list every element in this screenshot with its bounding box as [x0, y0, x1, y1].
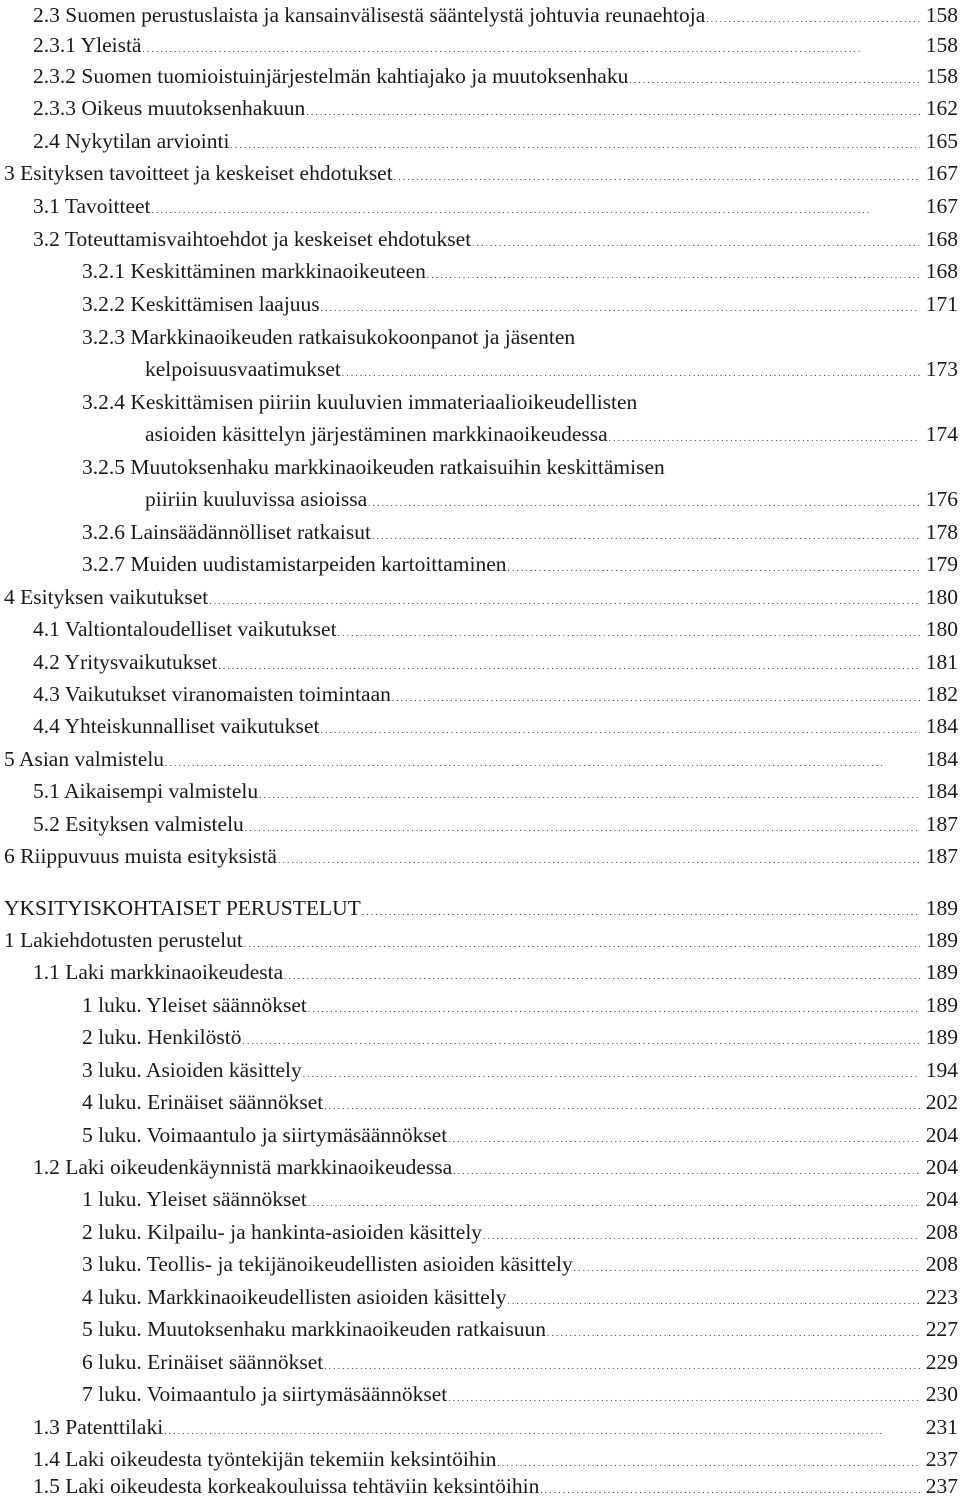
dot-leader	[242, 1022, 920, 1056]
toc-entry-label: 3.2.2 Keskittämisen laajuus	[82, 292, 320, 316]
toc-entry[interactable]	[0, 158, 958, 188]
toc-entry-page: 181	[925, 650, 958, 674]
toc-entry[interactable]	[0, 1022, 958, 1052]
toc-entry-page: 204	[925, 1155, 958, 1179]
toc-entry-label: 2 luku. Henkilöstö	[82, 1025, 242, 1049]
dot-leader	[284, 957, 920, 991]
toc-entry-page: 230	[925, 1382, 958, 1406]
toc-entry-page: 189	[925, 1025, 958, 1049]
toc-entry[interactable]	[0, 126, 958, 156]
toc-entry-page: 189	[925, 928, 958, 952]
toc-entry-page: 171	[925, 292, 958, 316]
dot-leader	[278, 841, 920, 875]
toc-entry[interactable]	[0, 289, 958, 319]
dot-leader	[508, 1282, 920, 1316]
toc-entry-page: 158	[925, 33, 958, 57]
toc-entry-page: 237	[925, 1474, 958, 1498]
toc-entry[interactable]	[0, 1055, 958, 1085]
toc-entry-label: 5.1 Aikaisempi valmistelu	[33, 779, 259, 803]
toc-entry-label: 5.2 Esityksen valmistelu	[33, 812, 244, 836]
toc-entry-page: 202	[925, 1090, 958, 1114]
toc-section-heading[interactable]	[0, 893, 958, 923]
toc-entry[interactable]	[0, 1471, 958, 1501]
dot-leader	[308, 1184, 920, 1218]
toc-entry-label: 5 luku. Voimaantulo ja siirtymäsäännökset	[82, 1123, 448, 1147]
toc-entry-page: 174	[925, 422, 958, 446]
dot-leader	[427, 256, 920, 290]
toc-entry-page: 194	[925, 1058, 958, 1082]
toc-entry[interactable]	[0, 925, 958, 955]
toc-entry-label: 3.2.6 Lainsäädännölliset ratkaisut	[82, 520, 371, 544]
toc-entry[interactable]	[0, 809, 958, 839]
toc-entry-label: 4 Esityksen vaikutukset	[4, 585, 209, 609]
dot-leader	[245, 809, 920, 843]
toc-entry[interactable]	[0, 93, 958, 123]
toc-entry-page: 182	[925, 682, 958, 706]
toc-entry-label: kelpoisuusvaatimukset	[145, 357, 341, 381]
toc-entry-label: 2 luku. Kilpailu- ja hankinta-asioiden käsittely	[82, 1220, 483, 1244]
toc-entry-label: 4 luku. Markkinaoikeudellisten asioiden käsittely	[82, 1285, 507, 1309]
dot-leader	[306, 93, 920, 127]
toc-entry-label: 3 Esityksen tavoitteet ja keskeiset ehdotukset	[4, 161, 393, 185]
dot-leader	[152, 191, 920, 225]
toc-entry-page: 167	[925, 194, 958, 218]
toc-entry[interactable]	[0, 256, 958, 286]
toc-entry[interactable]	[0, 1347, 958, 1377]
dot-leader	[321, 289, 920, 323]
toc-entry-label: 1.4 Laki oikeudesta työntekijän tekemiin keksintöihin	[33, 1447, 497, 1471]
toc-entry[interactable]	[0, 711, 958, 741]
toc-entry-page: 179	[925, 552, 958, 576]
toc-entry-label: 1.3 Patenttilaki	[33, 1415, 164, 1439]
toc-entry-page: 167	[925, 161, 958, 185]
toc-entry-label: 4 luku. Erinäiset säännökset	[82, 1090, 324, 1114]
toc-entry[interactable]	[0, 1282, 958, 1312]
dot-leader	[230, 126, 920, 160]
toc-entry[interactable]	[0, 614, 958, 644]
toc-entry-label: 2.4 Nykytilan arviointi	[33, 129, 230, 153]
dot-leader	[706, 0, 920, 34]
toc-entry-label: 1.1 Laki markkinaoikeudesta	[33, 960, 284, 984]
dot-leader	[320, 711, 920, 745]
toc-entry-label: 1.5 Laki oikeudesta korkeakouluissa tehtäviin keksintöihin	[33, 1474, 540, 1498]
toc-entry-label: asioiden käsittelyn järjestäminen markkinaoikeudessa	[145, 422, 608, 446]
toc-entry-label: 6 luku. Erinäiset säännökset	[82, 1350, 324, 1374]
toc-entry-first-line[interactable]: 3.2.5 Muutoksenhaku markkinaoikeuden ratkaisuihin keskittämisen	[82, 455, 665, 479]
toc-entry[interactable]	[0, 1249, 958, 1279]
toc-entry-page: 168	[925, 227, 958, 251]
dot-leader	[453, 1152, 920, 1186]
toc-entry[interactable]	[0, 354, 958, 384]
dot-leader	[574, 1249, 920, 1283]
toc-entry-label: 2.3.1 Yleistä	[33, 33, 142, 57]
toc-entry-label: 3.1 Tavoitteet	[33, 194, 151, 218]
toc-entry[interactable]	[0, 1120, 958, 1150]
toc-entry-page: 189	[925, 993, 958, 1017]
toc-entry-page: 189	[925, 960, 958, 984]
dot-leader	[244, 925, 920, 959]
toc-entry-page: 176	[925, 487, 958, 511]
toc-entry-label: 1 Lakiehdotusten perustelut	[4, 928, 243, 952]
toc-entry-page: 184	[925, 747, 958, 771]
toc-entry-label: YKSITYISKOHTAISET PERUSTELUT	[4, 896, 361, 920]
dot-leader	[324, 1347, 920, 1381]
toc-entry-label: 3 luku. Teollis- ja tekijänoikeudellisten asioiden käsittely	[82, 1252, 573, 1276]
toc-entry[interactable]	[0, 841, 958, 871]
toc-entry-label: 3.2.1 Keskittäminen markkinaoikeuteen	[82, 259, 426, 283]
toc-entry-label: 2.3.3 Oikeus muutoksenhakuun	[33, 96, 306, 120]
toc-entry-page: 162	[925, 96, 958, 120]
toc-entry-page: 158	[925, 3, 958, 27]
toc-entry[interactable]	[0, 957, 958, 987]
toc-entry[interactable]	[0, 191, 958, 221]
toc-entry-page: 173	[925, 357, 958, 381]
dot-leader	[372, 517, 920, 551]
toc-entry-page: 184	[925, 714, 958, 738]
toc-entry[interactable]	[0, 582, 958, 612]
toc-entry-label: 5 Asian valmistelu	[4, 747, 165, 771]
dot-leader	[483, 1217, 920, 1251]
toc-entry-label: 2.3.2 Suomen tuomioistuinjärjestelmän kahtiajako ja muutoksenhaku	[33, 64, 629, 88]
toc-entry-label: 1 luku. Yleiset säännökset	[82, 993, 307, 1017]
dot-leader	[547, 1314, 920, 1348]
dot-leader	[448, 1120, 920, 1154]
toc-entry-page: 189	[925, 896, 958, 920]
toc-entry-page: 231	[925, 1415, 958, 1439]
toc-entry[interactable]	[0, 990, 958, 1020]
toc-entry-first-line[interactable]: 3.2.3 Markkinaoikeuden ratkaisukokoonpanot ja jäsenten	[82, 325, 576, 349]
toc-entry-page: 237	[925, 1447, 958, 1471]
dot-leader	[472, 224, 920, 258]
toc-entry-page: 165	[925, 129, 958, 153]
toc-entry-page: 184	[925, 779, 958, 803]
toc-entry[interactable]	[0, 1444, 958, 1474]
dot-leader	[338, 614, 920, 648]
toc-entry-label: 2.3 Suomen perustuslaista ja kansainvälisestä sääntelystä johtuvia reunaehtoja	[33, 3, 706, 27]
toc-entry[interactable]	[0, 224, 958, 254]
toc-entry-first-line[interactable]: 3.2.4 Keskittämisen piiriin kuuluvien immateriaalioikeudellisten	[82, 390, 638, 414]
dot-leader	[303, 1055, 920, 1089]
toc-entry[interactable]	[0, 744, 958, 774]
toc-entry-page: 168	[925, 259, 958, 283]
toc-entry[interactable]	[0, 1087, 958, 1117]
toc-entry-page: 208	[925, 1252, 958, 1276]
toc-entry-label: 4.4 Yhteiskunnalliset vaikutukset	[33, 714, 320, 738]
dot-leader	[540, 1471, 920, 1505]
dot-leader	[448, 1379, 920, 1413]
dot-leader	[218, 647, 920, 681]
toc-entry-page: 204	[925, 1187, 958, 1211]
toc-entry-label: 5 luku. Muutoksenhaku markkinaoikeuden ratkaisuun	[82, 1317, 546, 1341]
toc-entry[interactable]	[0, 30, 958, 60]
dot-leader	[629, 61, 920, 95]
dot-leader	[259, 776, 920, 810]
toc-entry-page: 187	[925, 844, 958, 868]
toc-entry-page: 204	[925, 1123, 958, 1147]
dot-leader	[324, 1087, 920, 1121]
toc-entry-label: 3.2 Toteuttamisvaihtoehdot ja keskeiset ehdotukset	[33, 227, 472, 251]
toc-entry-label: 3 luku. Asioiden käsittely	[82, 1058, 302, 1082]
toc-entry[interactable]	[0, 776, 958, 806]
toc-entry[interactable]	[0, 484, 958, 514]
toc-entry-page: 208	[925, 1220, 958, 1244]
toc-entry[interactable]	[0, 1217, 958, 1247]
toc-entry[interactable]	[0, 419, 958, 449]
toc-entry[interactable]	[0, 679, 958, 709]
toc-entry-page: 187	[925, 812, 958, 836]
toc-entry-label: 7 luku. Voimaantulo ja siirtymäsäännökset	[82, 1382, 448, 1406]
toc-entry-label: 4.2 Yritysvaikutukset	[33, 650, 218, 674]
toc-entry-label: 1.2 Laki oikeudenkäynnistä markkinaoikeudessa	[33, 1155, 453, 1179]
toc-entry[interactable]	[0, 0, 958, 30]
dot-leader	[508, 549, 920, 583]
toc-entry-page: 158	[925, 64, 958, 88]
toc-entry-page: 180	[925, 617, 958, 641]
toc-entry[interactable]	[0, 1379, 958, 1409]
toc-entry[interactable]	[0, 1152, 958, 1182]
toc-entry-label: 1 luku. Yleiset säännökset	[82, 1187, 307, 1211]
toc-entry-page: 180	[925, 585, 958, 609]
dot-leader	[164, 1412, 920, 1446]
dot-leader	[392, 679, 920, 713]
toc-entry[interactable]	[0, 1314, 958, 1344]
toc-entry[interactable]	[0, 549, 958, 579]
toc-entry-label: 6 Riippuvuus muista esityksistä	[4, 844, 277, 868]
toc-entry-page: 223	[925, 1285, 958, 1309]
dot-leader	[308, 990, 920, 1024]
dot-leader	[609, 419, 920, 453]
toc-entry-page: 178	[925, 520, 958, 544]
toc-entry[interactable]	[0, 1184, 958, 1214]
dot-leader	[394, 158, 920, 192]
toc-entry-page: 229	[925, 1350, 958, 1374]
toc-entry-page: 227	[925, 1317, 958, 1341]
dot-leader	[142, 30, 920, 64]
toc-entry[interactable]	[0, 517, 958, 547]
toc-entry[interactable]	[0, 61, 958, 91]
toc-entry-label: piiriin kuuluvissa asioissa	[145, 487, 368, 511]
toc-entry-label: 4.3 Vaikutukset viranomaisten toimintaan	[33, 682, 391, 706]
toc-entry-label: 3.2.7 Muiden uudistamistarpeiden kartoittaminen	[82, 552, 507, 576]
dot-leader	[209, 582, 920, 616]
toc-entry-label: 4.1 Valtiontaloudelliset vaikutukset	[33, 617, 337, 641]
dot-leader	[342, 354, 920, 388]
toc-entry[interactable]	[0, 647, 958, 677]
dot-leader	[368, 484, 920, 518]
toc-entry[interactable]	[0, 1412, 958, 1442]
dot-leader	[165, 744, 920, 778]
dot-leader	[362, 893, 920, 927]
